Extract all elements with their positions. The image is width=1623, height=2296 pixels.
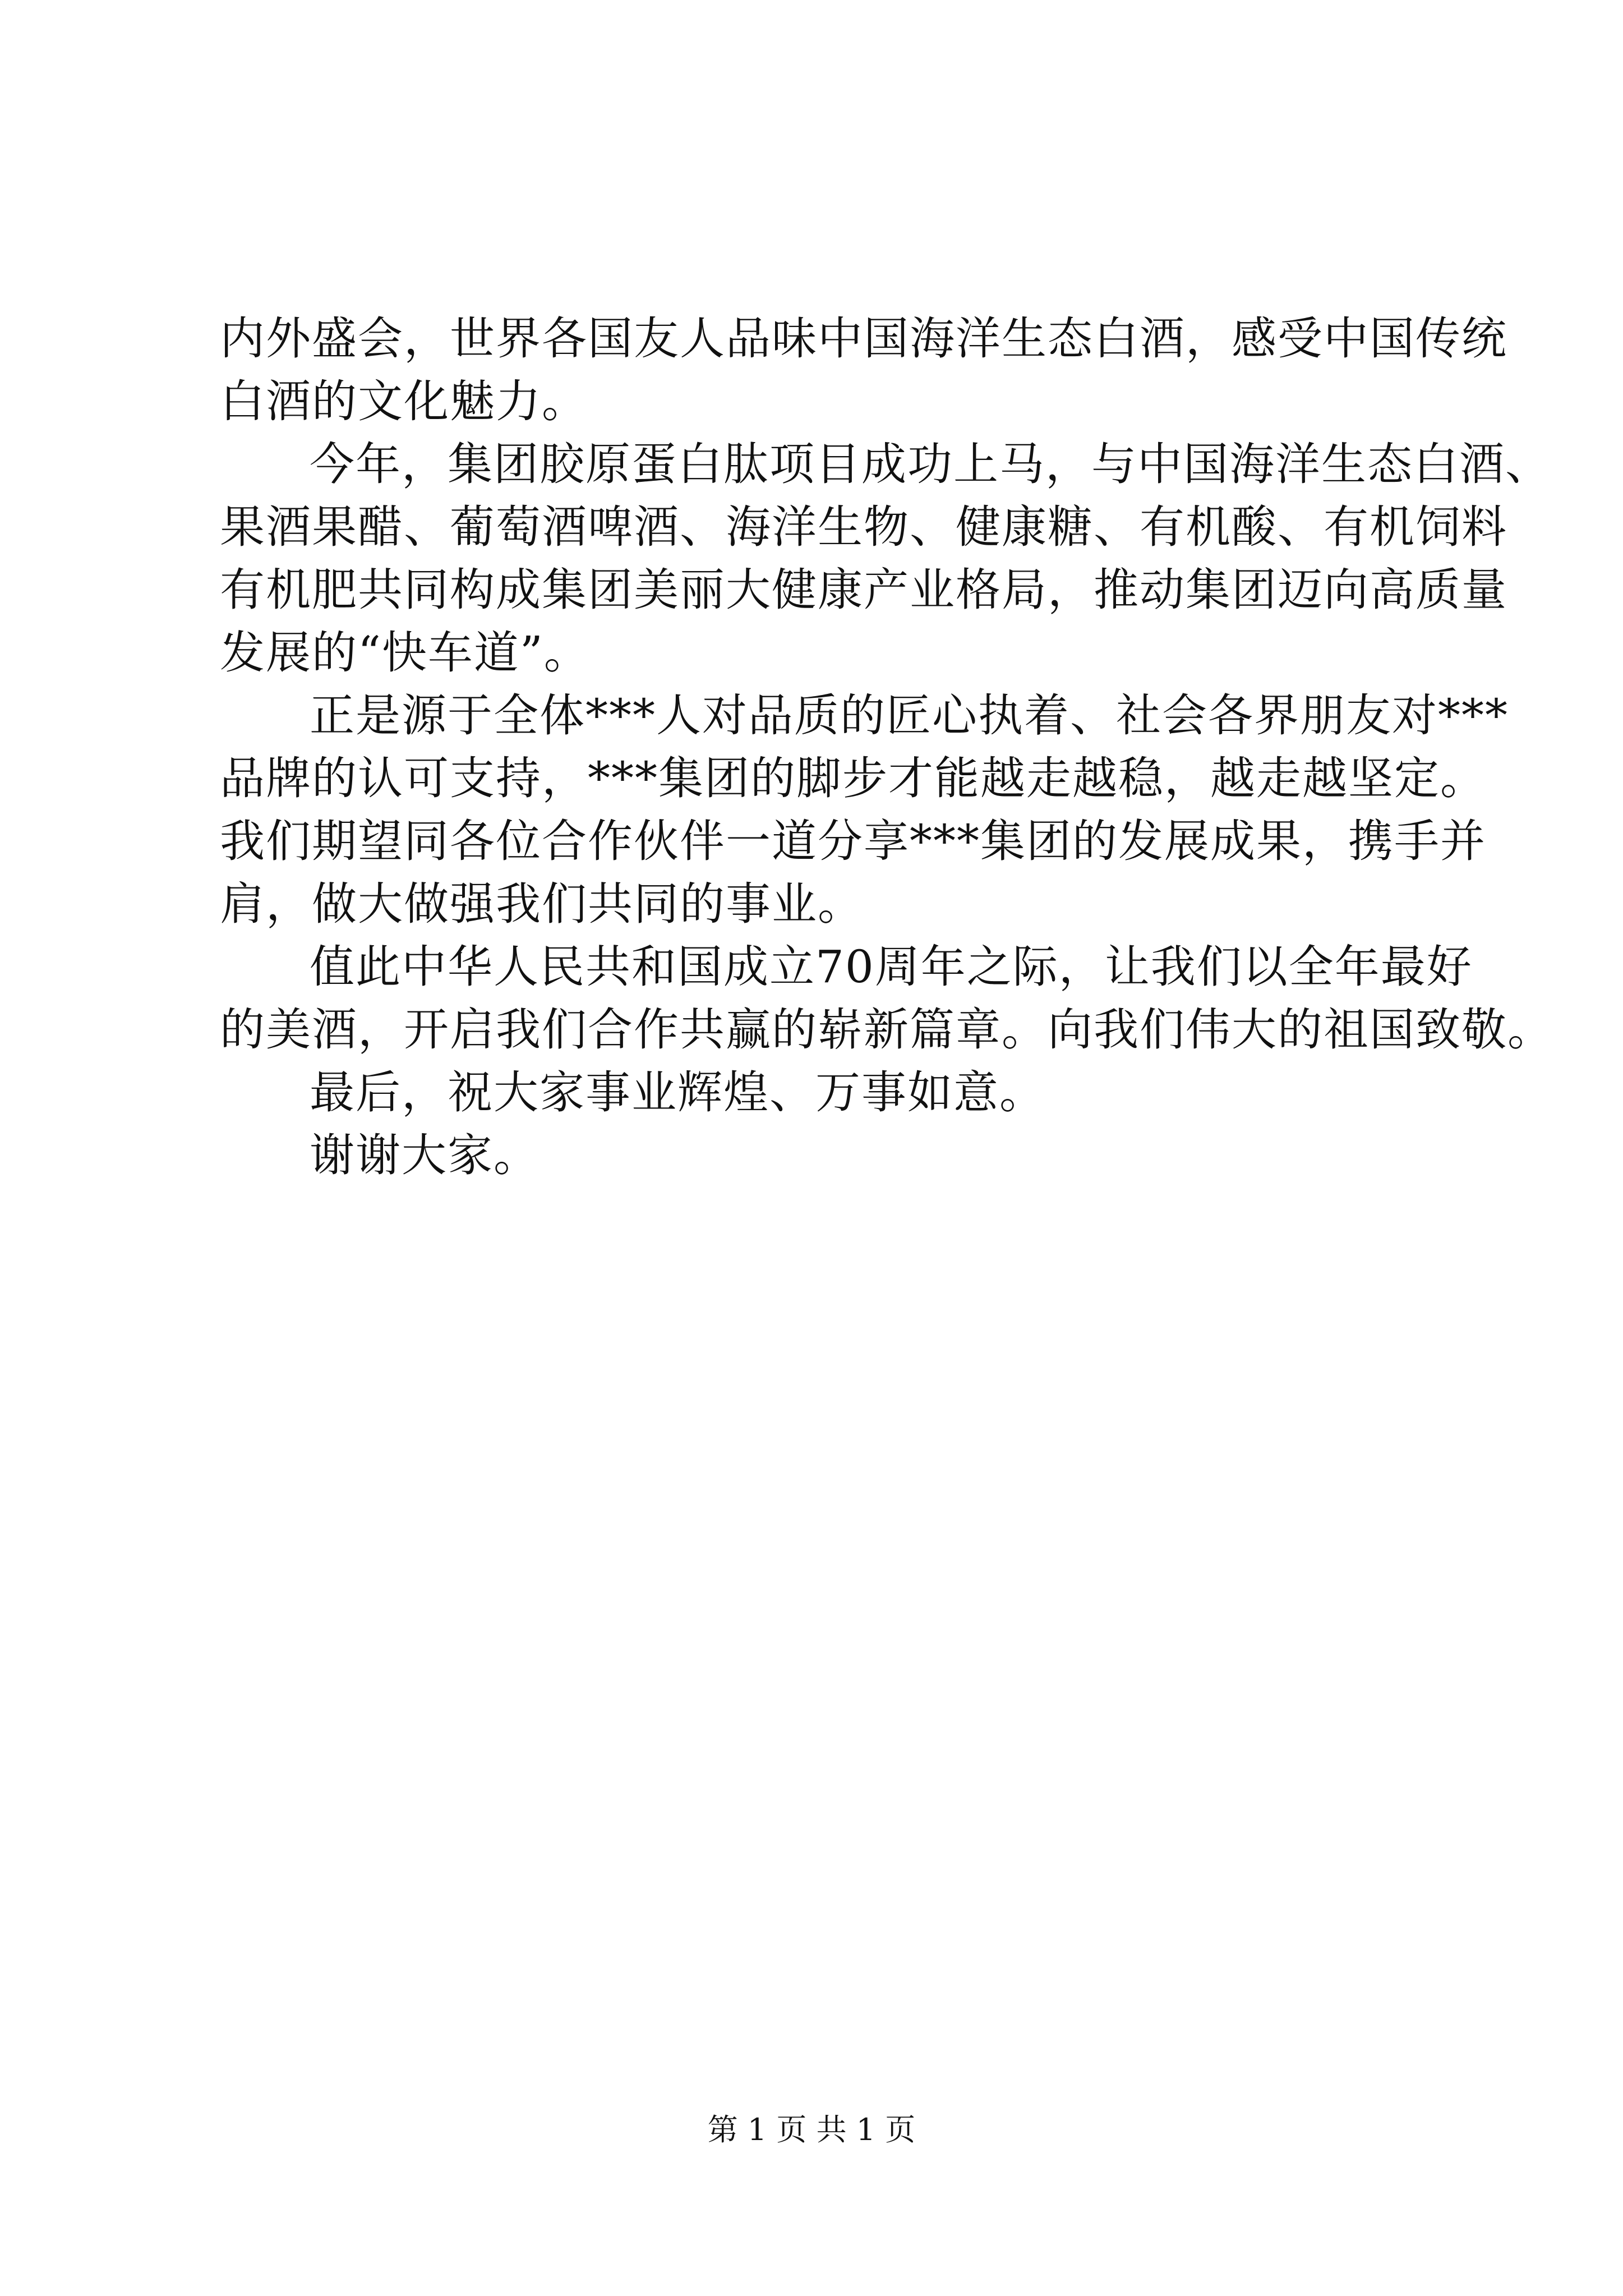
page-footer bbox=[0, 2110, 1623, 2150]
text-line: 我们期望同各位合作伙伴一道分享***集团的发展成果，携手并 bbox=[220, 815, 1486, 867]
text-line: 正是源于全体***人对品质的匠心执着、社会各界朋友对*** bbox=[310, 689, 1509, 742]
text-line: 有机肥共同构成集团美丽大健康产业格局，推动集团迈向高质量 bbox=[220, 564, 1507, 616]
text-line: 果酒果醋、葡萄酒啤酒、海洋生物、健康糖、有机酸、有机饲料 bbox=[220, 501, 1507, 553]
text-line: 肩，做大做强我们共同的事业。 bbox=[220, 878, 864, 930]
text-line: 最后，祝大家事业辉煌、万事如意。 bbox=[310, 1066, 1045, 1119]
paragraph-1 bbox=[220, 307, 1507, 433]
text-line: 谢谢大家。 bbox=[310, 1129, 540, 1181]
text-line: 今年，集团胶原蛋白肽项目成功上马，与中国海洋生态白酒、 bbox=[310, 438, 1551, 490]
text-line: 发展的“快车道”。 bbox=[220, 627, 590, 679]
paragraph-2 bbox=[220, 433, 1551, 684]
text-line: 白酒的文化魅力。 bbox=[220, 375, 588, 427]
paragraph-3 bbox=[220, 684, 1509, 936]
text-line: 内外盛会，世界各国友人品味中国海洋生态白酒，感受中国传统 bbox=[220, 312, 1507, 365]
paragraph-6 bbox=[220, 1124, 1414, 1187]
text-line: 品牌的认可支持，***集团的脚步才能越走越稳，越走越坚定。 bbox=[220, 752, 1486, 804]
text-line: 值此中华人民共和国成立70周年之际，让我们以全年最好 bbox=[310, 941, 1473, 993]
paragraph-4 bbox=[220, 936, 1553, 1061]
document-body bbox=[220, 307, 1553, 1187]
text-line: 的美酒，开启我们合作共赢的崭新篇章。向我们伟大的祖国致敬。 bbox=[220, 1004, 1553, 1056]
paragraph-5 bbox=[220, 1061, 1414, 1124]
page-number-label: 第 1 页 共 1 页 bbox=[707, 2112, 916, 2147]
